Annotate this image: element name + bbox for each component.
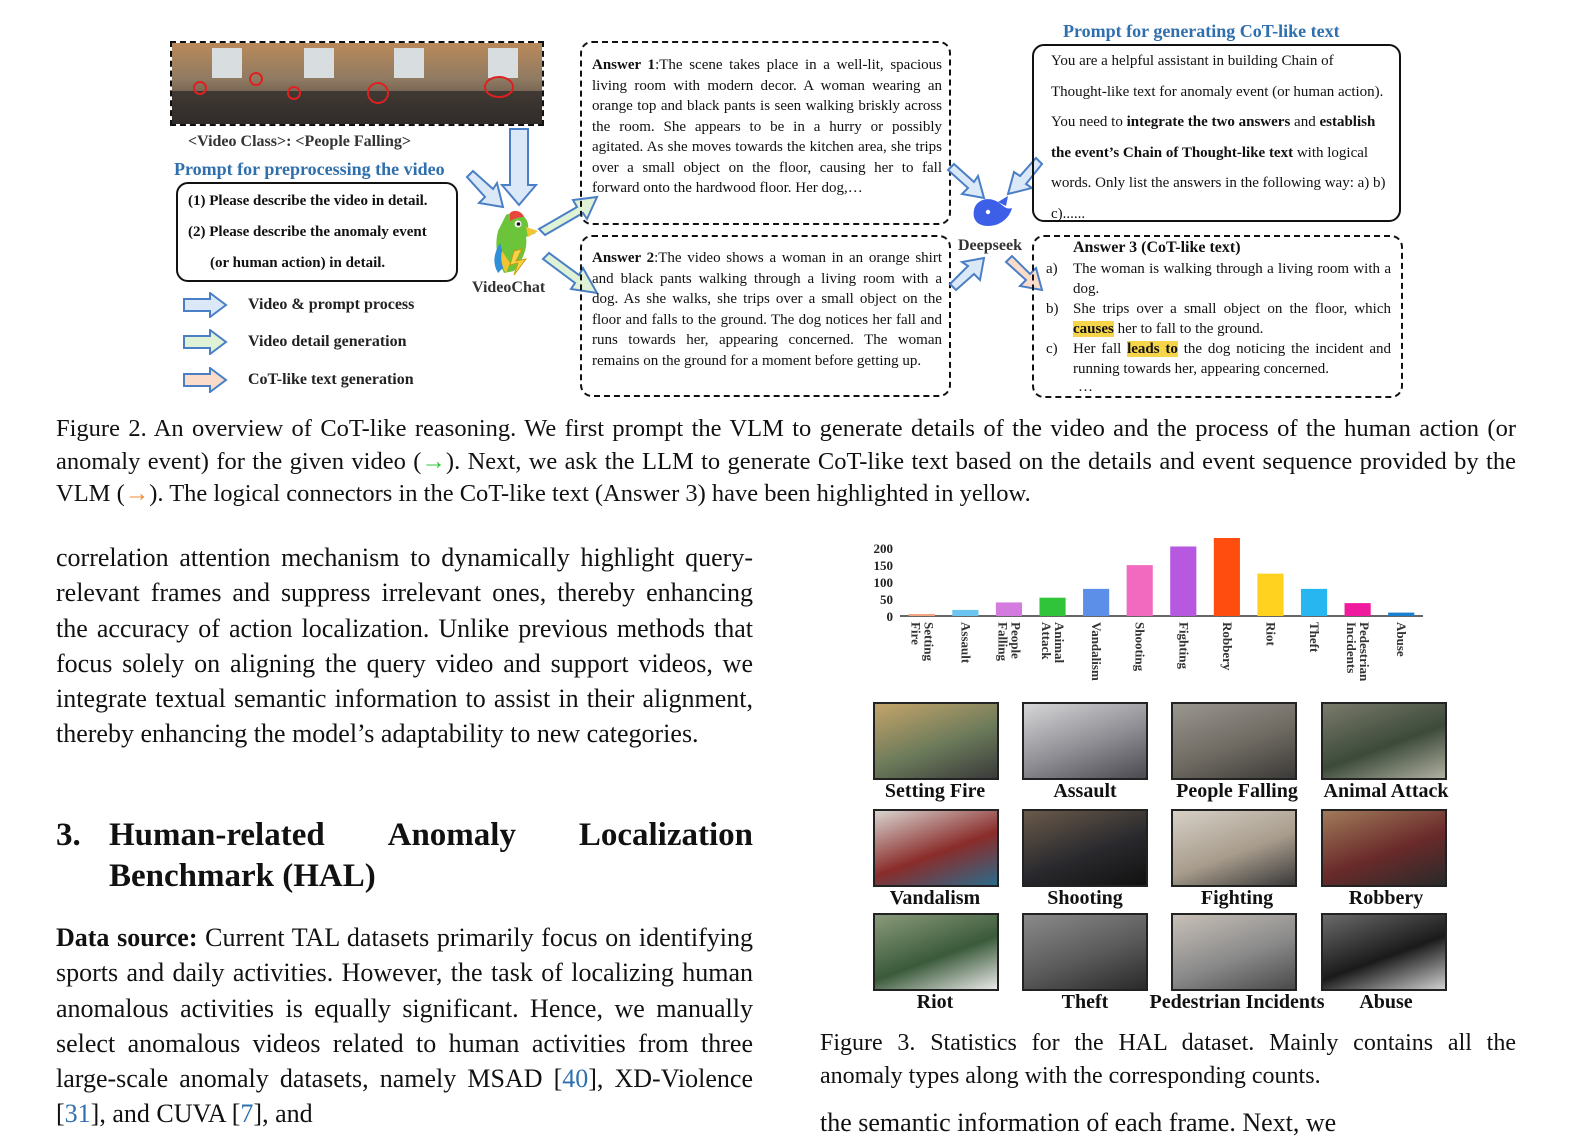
orange-arrow-glyph: → <box>124 480 150 507</box>
bar-robbery <box>1214 538 1240 616</box>
thumbnail-robbery <box>1321 809 1447 887</box>
thumbnail-label: Setting Fire <box>884 780 986 802</box>
item-text: the dog noticing the incident and running towards her, appearing concerned. <box>1073 341 1391 378</box>
svg-text:Incidents: Incidents <box>1344 622 1360 674</box>
y-tick-label: 200 <box>873 541 893 557</box>
y-tick-label: 50 <box>880 592 893 608</box>
x-tick-label <box>908 622 936 662</box>
answer-3-box <box>1032 235 1403 398</box>
x-tick-label <box>1220 622 1235 671</box>
section-title-line-1: Human-related Anomaly Localization <box>109 817 753 853</box>
svg-text:Abuse: Abuse <box>1394 622 1410 657</box>
answer-2-label: Answer 2 <box>592 250 655 266</box>
legend-label: CoT-like text generation <box>248 371 414 388</box>
legend-label: Video & prompt process <box>248 296 415 313</box>
thumbnail-label: Robbery <box>1348 887 1424 909</box>
prompt-cot-text-a: You are a helpful assistant in building Chain of Thought-like text for anomaly event (or human action). You need to <box>1051 53 1384 130</box>
item-text: Her fall <box>1073 341 1128 357</box>
x-tick-label <box>958 622 973 664</box>
x-tick-label <box>1176 622 1191 669</box>
item-text: her to fall to the ground. <box>1113 321 1264 338</box>
item-text: The woman is walking through a living room with a dog. <box>1073 261 1391 298</box>
answer-2-box <box>580 235 951 397</box>
bar-vandalism <box>1083 589 1109 616</box>
svg-text:Attack: Attack <box>1039 622 1055 660</box>
hal-bar-chart <box>860 530 1440 695</box>
videochat-label: VideoChat <box>472 279 546 296</box>
body-paragraph-1: correlation attention mechanism to dynamically highlight query-relevant frames and suppress irrelevant ones, thereby enhancing the accuracy of action localization. Unlike previous methods that focus solely on aligning the query video and support videos, we integrate textual semantic information to assist in their alignment, thereby enhancing the model’s adaptability to new categories. <box>56 543 753 749</box>
answer-3-title: Answer 3 (CoT-like text) <box>1073 239 1241 256</box>
answer-1-label: Answer 1 <box>592 57 656 73</box>
bar-theft <box>1301 589 1327 616</box>
prompt-line-2: (2) Please describe the anomaly event <box>188 224 427 240</box>
svg-text:Fire: Fire <box>908 622 924 645</box>
bar-shooting <box>1127 565 1153 616</box>
thumbnail-label: Vandalism <box>889 887 981 909</box>
item-text: She trips over a small object on the floor, which <box>1073 301 1391 317</box>
thumbnail-abuse <box>1321 913 1447 991</box>
answer-3-item-a <box>1046 259 1391 300</box>
bar-pedestrian-incidents <box>1345 603 1371 616</box>
answer-3-item-c <box>1046 339 1391 380</box>
answer-2-text: :The video shows a woman in an orange shirt and black pants walking through a living room with a dog. As she walks, she trips over a small object on the floor and falls to the ground. The dog notices her fall and runs towards her, appearing concerned. The woman remains on the ground for a moment before getting up. <box>592 250 942 369</box>
connector-highlight: leads to <box>1127 341 1178 357</box>
figure-3-caption: Figure 3. Statistics for the HAL dataset. Mainly contains all the anomaly types along with the corresponding counts. <box>820 1030 1516 1089</box>
cut-off-text: the semantic information of each frame. Next, we <box>820 1108 1337 1137</box>
thumbnail-label: Abuse <box>1359 991 1413 1013</box>
prompt-cot-title: Prompt for generating CoT-like text <box>1063 21 1340 41</box>
prompt-line-1: (1) Please describe the video in detail. <box>188 193 428 209</box>
prompt-cot-text-e: with logical words. Only list the answers in the following way: a) b) c)...... <box>1051 144 1386 222</box>
x-tick-label <box>1344 622 1372 682</box>
y-tick-label: 150 <box>873 558 893 574</box>
citation-link[interactable]: 31 <box>64 1099 91 1129</box>
green-arrow-glyph: → <box>421 447 446 475</box>
bar-people-falling <box>996 602 1022 616</box>
prompt-line-3: (or human action) in detail. <box>210 255 386 271</box>
thumbnail-fighting <box>1171 809 1297 887</box>
thumbnail-animal-attack <box>1321 702 1447 780</box>
thumbnail-setting-fire <box>873 702 999 780</box>
deepseek-label: Deepseek <box>958 237 1022 254</box>
x-tick-label <box>1039 622 1067 664</box>
section-number: 3. <box>56 817 81 853</box>
data-source-label: Data source: <box>56 923 198 952</box>
prompt-cot-text-d: establish the event’s Chain of Thought-like text <box>1051 114 1376 161</box>
x-tick-label <box>1394 622 1409 657</box>
answer-3-item-b <box>1046 299 1391 340</box>
prompt-cot-text-c: and <box>1290 114 1320 130</box>
svg-text:Theft: Theft <box>1307 622 1323 653</box>
bar-abuse <box>1388 613 1414 616</box>
citation-link[interactable]: 40 <box>562 1064 589 1094</box>
item-marker: a) <box>1046 261 1058 277</box>
thumbnail-label: Theft <box>1061 991 1109 1013</box>
svg-text:Animal: Animal <box>1052 622 1068 664</box>
blue-arrow-icon <box>182 292 228 318</box>
bar-riot <box>1257 574 1283 616</box>
svg-text:Robbery: Robbery <box>1219 622 1235 671</box>
section-heading <box>56 815 753 897</box>
prompt-cot-text-b: integrate the two answers <box>1126 114 1291 130</box>
citation-link[interactable]: 7 <box>240 1099 254 1129</box>
item-marker: c) <box>1046 341 1058 357</box>
y-tick-label: 100 <box>873 575 893 591</box>
svg-text:Fighting: Fighting <box>1176 622 1192 669</box>
bar-fighting <box>1170 546 1196 616</box>
thumbnail-vandalism <box>873 809 999 887</box>
thumbnail-people-falling <box>1171 702 1297 780</box>
legend-label: Video detail generation <box>248 333 407 350</box>
prompt-cot-box <box>1032 44 1401 222</box>
prompt-preprocess-title: Prompt for preprocessing the video <box>174 159 445 179</box>
svg-text:Falling: Falling <box>995 622 1011 662</box>
thumbnail-label: Animal Attack <box>1323 780 1449 802</box>
thumbnail-shooting <box>1022 809 1148 887</box>
figure-2-caption: Figure 2. An overview of CoT-like reasoning. We first prompt the VLM to generate details of the video and the process of the human action (or anomaly event) for the given video (→). Next, we ask the LLM to generate CoT-like text based on the details and event sequence provided by the VLM (→). The logical connectors in the CoT-like text (Answer 3) have been highlighted in yellow. <box>56 415 1516 507</box>
connector-highlight: causes <box>1073 321 1114 338</box>
thumbnail-label: Riot <box>916 991 954 1013</box>
x-tick-label <box>995 622 1023 662</box>
svg-text:Shooting: Shooting <box>1132 622 1148 672</box>
prompt-preprocess-box <box>176 182 458 282</box>
legend-item-video-prompt <box>182 292 414 318</box>
answer-1-box <box>580 41 951 225</box>
y-tick-label: 0 <box>886 609 893 624</box>
x-tick-label <box>1263 622 1278 647</box>
thumbnail-pedestrian-incidents <box>1171 913 1297 991</box>
svg-text:Assault: Assault <box>958 622 974 664</box>
deepseek-whale-icon <box>968 196 1018 232</box>
orange-arrow-icon <box>182 367 228 393</box>
video-frames-image <box>172 43 542 124</box>
svg-text:People: People <box>1008 622 1024 659</box>
thumbnail-label: Pedestrian Incidents <box>1149 991 1325 1013</box>
data-source-paragraph: Data source: Current TAL datasets primarily focus on identifying sports and daily activities. However, the task of localizing human anomalous activities is equally significant. Hence, we manually select anomalous videos related to human activities from three large-scale anomaly datasets, namely MSAD [40], XD-Violence [31], and CUVA [7], and <box>56 923 753 1129</box>
answer-1-text: :The scene takes place in a well-lit, spacious living room with modern decor. A woman wearing an orange top and black pants is seen walking briskly across the room. She appears to be in a hurry or possibly agitated. As she moves towards the kitchen area, she trips over a small object on the floor, causing her to fall forward onto the hardwood floor. Her dog,… <box>592 57 942 196</box>
thumbnail-label: Assault <box>1053 780 1117 802</box>
item-marker: b) <box>1046 301 1059 317</box>
section-title-line-2: Benchmark (HAL) <box>109 858 376 894</box>
video-frames-strip <box>170 41 544 126</box>
video-class-label: <Video Class>: <People Falling> <box>188 133 411 150</box>
answer-3-ellipsis: … <box>1078 379 1093 395</box>
thumbnail-label: Shooting <box>1047 887 1123 909</box>
thumbnail-riot <box>873 913 999 991</box>
x-tick-label <box>1307 622 1322 653</box>
x-tick-label <box>1089 622 1104 681</box>
thumbnail-theft <box>1022 913 1148 991</box>
svg-text:Setting: Setting <box>921 622 937 661</box>
x-tick-label <box>1133 622 1148 672</box>
svg-text:Riot: Riot <box>1263 622 1279 646</box>
green-arrow-icon <box>182 329 228 355</box>
legend-item-cot <box>182 367 414 393</box>
videochat-parrot-icon <box>484 207 542 277</box>
bar-assault <box>952 610 978 616</box>
svg-text:Pedestrian: Pedestrian <box>1357 622 1373 682</box>
bar-setting-fire <box>909 614 935 616</box>
thumbnail-label: Fighting <box>1200 887 1274 909</box>
thumbnail-label: People Falling <box>1176 780 1298 802</box>
legend-item-video-detail <box>182 329 407 355</box>
svg-text:Vandalism: Vandalism <box>1089 622 1105 681</box>
thumbnail-assault <box>1022 702 1148 780</box>
bar-animal-attack <box>1039 598 1065 616</box>
